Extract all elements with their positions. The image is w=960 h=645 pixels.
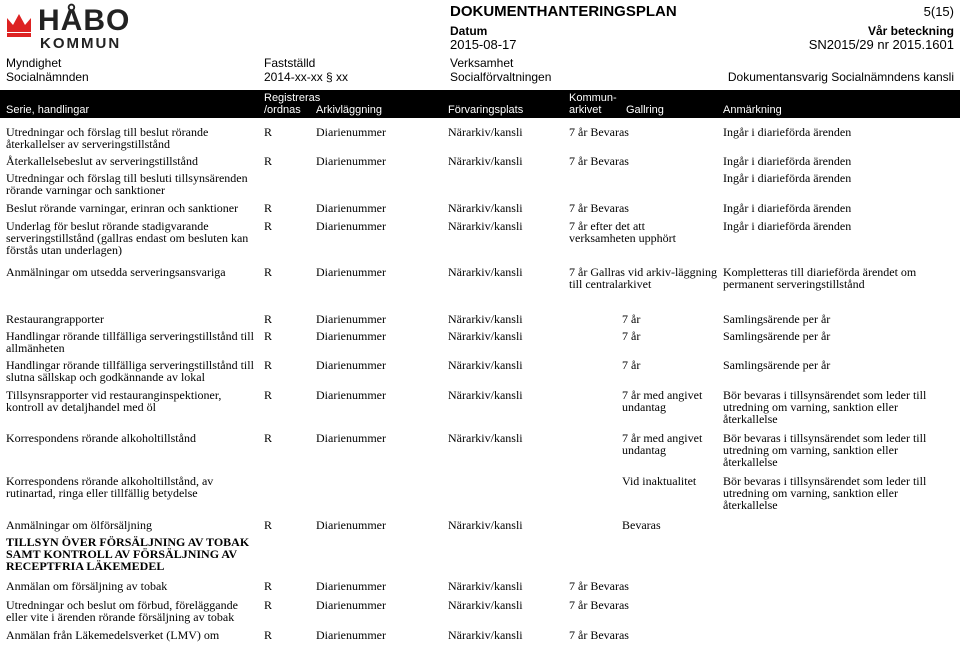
column-header-bar	[0, 90, 960, 118]
cell-gallring: 7 år Bevaras	[569, 201, 629, 215]
cell-forvaringsplats: Närarkiv/kansli	[448, 125, 523, 139]
cell-arkivlaggning: Diarienummer	[316, 219, 386, 233]
col-kommunarkivet-1: Kommun-	[569, 92, 617, 104]
cell-registreras: R	[264, 358, 273, 372]
cell-anmarkning: Ingår i diarieförda ärenden	[723, 171, 852, 185]
myndighet-value: Socialnämnden	[6, 70, 89, 84]
cell-series: Återkallelsebeslut av serveringstillstånd	[6, 154, 198, 168]
cell-anmarkning: Bör bevaras i tillsynsärendet som leder till utredning om varning, sanktion eller återkallelse	[723, 474, 927, 512]
logo-name: HÅBO	[38, 4, 131, 37]
var-beteckning-value: SN2015/29 nr 2015.1601	[808, 37, 954, 52]
page-number: 5(15)	[923, 4, 954, 19]
habo-kommun-logo	[4, 2, 154, 52]
verksamhet-value: Socialförvaltningen	[450, 70, 552, 84]
cell-anmarkning: Samlingsärende per år	[723, 312, 831, 326]
cell-anmarkning: Ingår i diarieförda ärenden	[723, 154, 852, 168]
cell-gallring: 7 år Gallras vid arkiv-läggning till centralarkivet	[569, 265, 717, 291]
cell-forvaringsplats: Närarkiv/kansli	[448, 598, 523, 612]
cell-forvaringsplats: Närarkiv/kansli	[448, 518, 523, 532]
cell-registreras: R	[264, 312, 273, 326]
cell-series: Utredningar och beslut om förbud, föreläggande eller vite i ärenden rörande försäljning av tobak	[6, 598, 238, 624]
cell-anmarkning: Bör bevaras i tillsynsärendet som leder till utredning om varning, sanktion eller återkallelse	[723, 431, 927, 469]
cell-arkivlaggning: Diarienummer	[316, 125, 386, 139]
cell-forvaringsplats: Närarkiv/kansli	[448, 312, 523, 326]
cell-arkivlaggning: Diarienummer	[316, 312, 386, 326]
var-beteckning-label: Vår beteckning	[867, 24, 954, 38]
cell-forvaringsplats: Närarkiv/kansli	[448, 329, 523, 343]
cell-series: Tillsynsrapporter vid restauranginspektioner, kontroll av detaljhandel med öl	[6, 388, 222, 414]
cell-registreras: R	[264, 431, 273, 445]
cell-arkivlaggning: Diarienummer	[316, 628, 386, 642]
cell-series: Korrespondens rörande alkoholtillstånd	[6, 431, 196, 445]
cell-anmarkning: Ingår i diarieförda ärenden	[723, 201, 852, 215]
cell-arkivlaggning: Diarienummer	[316, 579, 386, 593]
cell-registreras: R	[264, 265, 273, 279]
cell-gallring: Bevaras	[622, 518, 661, 532]
cell-series: Anmälan från Läkemedelsverket (LMV) om	[6, 628, 220, 642]
col-gallring: Gallring	[626, 104, 664, 116]
cell-arkivlaggning: Diarienummer	[316, 265, 386, 279]
faststalld-value: 2014-xx-xx § xx	[264, 70, 349, 84]
cell-registreras: R	[264, 154, 273, 168]
cell-registreras: R	[264, 598, 273, 612]
cell-registreras: R	[264, 388, 273, 402]
cell-series: Handlingar rörande tillfälliga serveringstillstånd till slutna sällskap och godkännande av lokal	[6, 358, 254, 384]
cell-forvaringsplats: Närarkiv/kansli	[448, 431, 523, 445]
cell-arkivlaggning: Diarienummer	[316, 329, 386, 343]
cell-gallring: 7 år	[622, 329, 641, 343]
cell-registreras: R	[264, 125, 273, 139]
cell-forvaringsplats: Närarkiv/kansli	[448, 579, 523, 593]
cell-forvaringsplats: Närarkiv/kansli	[448, 265, 523, 279]
col-arkivlaggning: Arkivläggning	[316, 104, 383, 116]
cell-gallring: 7 år efter det att verksamheten upphört	[569, 219, 676, 245]
cell-anmarkning: Ingår i diarieförda ärenden	[723, 125, 852, 139]
cell-registreras: R	[264, 518, 273, 532]
cell-forvaringsplats: Närarkiv/kansli	[448, 388, 523, 402]
cell-arkivlaggning: Diarienummer	[316, 201, 386, 215]
cell-series: Handlingar rörande tillfälliga serveringstillstånd till allmänheten	[6, 329, 254, 355]
cell-arkivlaggning: Diarienummer	[316, 154, 386, 168]
cell-anmarkning: Kompletteras till diarieförda ärendet om permanent serveringstillstånd	[723, 265, 917, 291]
logo-sub: KOMMUN	[40, 35, 122, 52]
cell-gallring: 7 år Bevaras	[569, 125, 629, 139]
cell-anmarkning: Samlingsärende per år	[723, 329, 831, 343]
cell-gallring: 7 år Bevaras	[569, 579, 629, 593]
cell-forvaringsplats: Närarkiv/kansli	[448, 154, 523, 168]
cell-registreras: R	[264, 579, 273, 593]
cell-gallring: Vid inaktualitet	[622, 474, 697, 488]
cell-registreras: R	[264, 219, 273, 233]
cell-anmarkning: Ingår i diarieförda ärenden	[723, 219, 852, 233]
cell-forvaringsplats: Närarkiv/kansli	[448, 219, 523, 233]
col-registreras-2: /ordnas	[264, 104, 301, 116]
document-title: DOKUMENTHANTERINGSPLAN	[450, 3, 677, 20]
cell-forvaringsplats: Närarkiv/kansli	[448, 358, 523, 372]
section-heading-tobak: TILLSYN ÖVER FÖRSÄLJNING AV TOBAK SAMT KONTROLL AV FÖRSÄLJNING AV RECEPTFRIA LÄKEMEDEL	[6, 535, 250, 573]
cell-series: Anmälningar om utsedda serveringsansvariga	[6, 265, 226, 279]
cell-arkivlaggning: Diarienummer	[316, 358, 386, 372]
cell-gallring: 7 år	[622, 358, 641, 372]
cell-series: Anmälan om försäljning av tobak	[6, 579, 168, 593]
col-anmarkning: Anmärkning	[723, 104, 782, 116]
col-kommunarkivet-2: arkivet	[569, 104, 602, 116]
myndighet-label: Myndighet	[6, 56, 62, 70]
cell-gallring: 7 år med angivet undantag	[622, 388, 703, 414]
cell-anmarkning: Samlingsärende per år	[723, 358, 831, 372]
cell-registreras: R	[264, 329, 273, 343]
cell-gallring: 7 år Bevaras	[569, 628, 629, 642]
cell-series: Utredningar och förslag till beslut rörande återkallelser av serveringstillstånd	[6, 125, 209, 151]
datum-value: 2015-08-17	[450, 37, 517, 52]
cell-registreras: R	[264, 201, 273, 215]
cell-anmarkning: Bör bevaras i tillsynsärendet som leder till utredning om varning, sanktion eller återkallelse	[723, 388, 927, 426]
cell-series: Anmälningar om ölförsäljning	[6, 518, 152, 532]
cell-forvaringsplats: Närarkiv/kansli	[448, 628, 523, 642]
cell-arkivlaggning: Diarienummer	[316, 431, 386, 445]
cell-registreras: R	[264, 628, 273, 642]
cell-series: Utredningar och förslag till besluti tillsynsärenden rörande varningar och sanktioner	[6, 171, 248, 197]
crown-icon	[4, 10, 34, 40]
cell-gallring: 7 år	[622, 312, 641, 326]
faststalld-label: Fastställd	[264, 56, 316, 70]
col-forvaringsplats: Förvaringsplats	[448, 104, 524, 116]
cell-series: Underlag för beslut rörande stadigvarande serveringstillstånd (gallras endast om besluten kan förstås utan underlagen)	[6, 219, 249, 257]
cell-forvaringsplats: Närarkiv/kansli	[448, 201, 523, 215]
cell-gallring: 7 år Bevaras	[569, 154, 629, 168]
cell-arkivlaggning: Diarienummer	[316, 598, 386, 612]
cell-gallring: 7 år Bevaras	[569, 598, 629, 612]
col-registreras-1: Registreras	[264, 92, 321, 104]
cell-series: Beslut rörande varningar, erinran och sanktioner	[6, 201, 239, 215]
cell-arkivlaggning: Diarienummer	[316, 518, 386, 532]
cell-series: Korrespondens rörande alkoholtillstånd, av rutinartad, ringa eller tillfällig betydelse	[6, 474, 214, 500]
col-series: Serie, handlingar	[6, 104, 90, 116]
cell-gallring: 7 år med angivet undantag	[622, 431, 703, 457]
verksamhet-label: Verksamhet	[450, 56, 514, 70]
datum-label: Datum	[450, 24, 488, 38]
cell-series: Restaurangrapporter	[6, 312, 104, 326]
cell-arkivlaggning: Diarienummer	[316, 388, 386, 402]
dokumentansvarig: Dokumentansvarig Socialnämndens kansli	[727, 70, 954, 84]
